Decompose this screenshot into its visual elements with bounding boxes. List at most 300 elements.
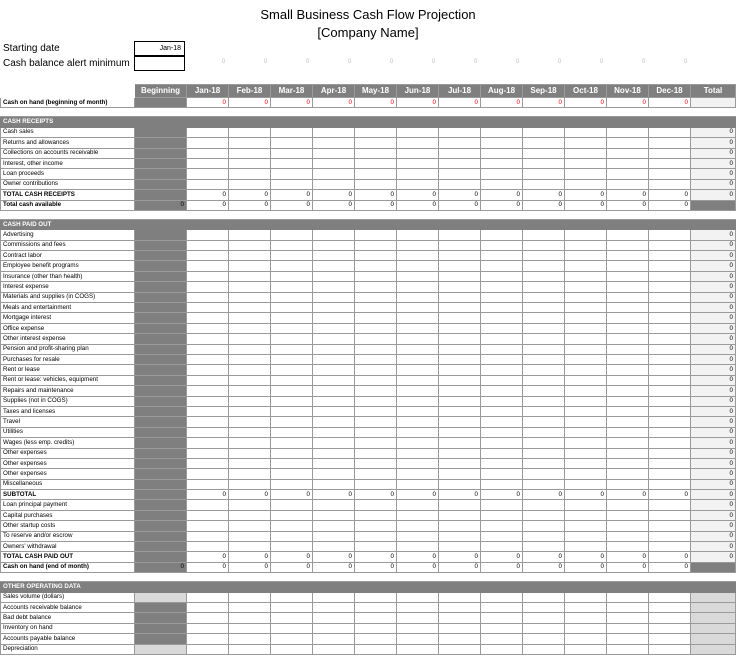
month-cell[interactable] <box>649 427 691 437</box>
month-cell[interactable]: 0 <box>439 190 481 200</box>
month-cell[interactable] <box>187 479 229 489</box>
month-cell[interactable] <box>607 354 649 364</box>
month-cell[interactable] <box>355 344 397 354</box>
month-cell[interactable]: 0 <box>355 562 397 572</box>
month-cell[interactable]: 0 <box>565 200 607 210</box>
month-cell[interactable] <box>355 365 397 375</box>
month-cell[interactable]: 0 <box>607 200 649 210</box>
month-cell[interactable] <box>229 271 271 281</box>
month-cell[interactable] <box>565 251 607 261</box>
month-cell[interactable] <box>481 510 523 520</box>
month-cell[interactable] <box>565 521 607 531</box>
month-cell[interactable]: 0 <box>481 562 523 572</box>
month-cell[interactable]: 0 <box>229 190 271 200</box>
month-cell[interactable] <box>649 613 691 623</box>
month-cell[interactable] <box>565 542 607 552</box>
month-cell[interactable] <box>481 292 523 302</box>
month-cell[interactable] <box>187 500 229 510</box>
month-cell[interactable] <box>481 138 523 148</box>
month-cell[interactable] <box>439 623 481 633</box>
month-cell[interactable] <box>271 292 313 302</box>
month-cell[interactable] <box>523 148 565 158</box>
month-cell[interactable] <box>397 334 439 344</box>
month-cell[interactable] <box>271 127 313 137</box>
month-cell[interactable] <box>439 158 481 168</box>
month-cell[interactable] <box>313 396 355 406</box>
month-cell[interactable] <box>649 230 691 240</box>
month-cell[interactable] <box>229 479 271 489</box>
beginning-cell[interactable] <box>135 531 187 541</box>
month-cell[interactable] <box>187 458 229 468</box>
month-cell[interactable] <box>649 158 691 168</box>
month-cell[interactable] <box>565 406 607 416</box>
month-cell[interactable] <box>481 323 523 333</box>
month-cell[interactable]: 0 <box>439 200 481 210</box>
month-cell[interactable] <box>271 240 313 250</box>
month-cell[interactable] <box>355 500 397 510</box>
month-cell[interactable] <box>229 313 271 323</box>
month-cell[interactable] <box>565 158 607 168</box>
month-cell[interactable] <box>607 469 649 479</box>
month-cell[interactable] <box>271 458 313 468</box>
month-cell[interactable] <box>229 292 271 302</box>
month-cell[interactable] <box>271 613 313 623</box>
beginning-cell[interactable] <box>135 406 187 416</box>
month-cell[interactable] <box>607 592 649 602</box>
month-cell[interactable] <box>649 623 691 633</box>
month-cell[interactable] <box>313 634 355 644</box>
beginning-cell[interactable] <box>135 542 187 552</box>
month-cell[interactable] <box>397 427 439 437</box>
month-cell[interactable] <box>397 354 439 364</box>
month-cell[interactable] <box>565 303 607 313</box>
month-cell[interactable] <box>355 469 397 479</box>
month-cell[interactable] <box>397 613 439 623</box>
month-cell[interactable] <box>481 365 523 375</box>
month-cell[interactable] <box>439 613 481 623</box>
month-cell[interactable] <box>481 158 523 168</box>
month-cell[interactable] <box>649 282 691 292</box>
month-cell[interactable] <box>187 386 229 396</box>
beginning-cell[interactable] <box>135 386 187 396</box>
month-cell[interactable] <box>565 634 607 644</box>
month-cell[interactable] <box>481 282 523 292</box>
month-cell[interactable] <box>607 438 649 448</box>
month-cell[interactable] <box>607 623 649 633</box>
beginning-cell[interactable] <box>135 138 187 148</box>
month-cell[interactable] <box>481 313 523 323</box>
month-cell[interactable] <box>481 469 523 479</box>
month-cell[interactable] <box>649 406 691 416</box>
month-cell[interactable] <box>607 271 649 281</box>
column-header[interactable]: Oct-18 <box>565 85 607 98</box>
month-cell[interactable] <box>439 127 481 137</box>
month-cell[interactable] <box>649 479 691 489</box>
month-cell[interactable] <box>397 602 439 612</box>
month-cell[interactable] <box>271 334 313 344</box>
month-cell[interactable] <box>187 375 229 385</box>
month-cell[interactable] <box>523 448 565 458</box>
column-header[interactable]: Sep-18 <box>523 85 565 98</box>
month-cell[interactable] <box>355 386 397 396</box>
beginning-cell[interactable] <box>135 500 187 510</box>
month-cell[interactable] <box>481 386 523 396</box>
month-cell[interactable] <box>565 613 607 623</box>
month-cell[interactable] <box>271 531 313 541</box>
month-cell[interactable] <box>481 602 523 612</box>
month-cell[interactable] <box>313 613 355 623</box>
month-cell[interactable] <box>313 365 355 375</box>
column-header[interactable]: Dec-18 <box>649 85 691 98</box>
month-cell[interactable] <box>271 354 313 364</box>
month-cell[interactable] <box>313 417 355 427</box>
month-cell[interactable] <box>607 542 649 552</box>
month-cell[interactable] <box>439 323 481 333</box>
month-cell[interactable] <box>355 613 397 623</box>
month-cell[interactable] <box>313 386 355 396</box>
month-cell[interactable] <box>271 365 313 375</box>
month-cell[interactable] <box>523 500 565 510</box>
month-cell[interactable] <box>355 644 397 654</box>
month-cell[interactable] <box>313 148 355 158</box>
month-cell[interactable] <box>439 479 481 489</box>
beginning-cell[interactable] <box>135 148 187 158</box>
month-cell[interactable] <box>355 303 397 313</box>
month-cell[interactable] <box>607 313 649 323</box>
month-cell[interactable] <box>649 417 691 427</box>
month-cell[interactable] <box>565 375 607 385</box>
month-cell[interactable] <box>565 334 607 344</box>
month-cell[interactable] <box>439 251 481 261</box>
month-cell[interactable] <box>271 500 313 510</box>
month-cell[interactable] <box>439 344 481 354</box>
month-cell[interactable] <box>229 531 271 541</box>
month-cell[interactable] <box>271 438 313 448</box>
month-cell[interactable] <box>187 261 229 271</box>
month-cell[interactable] <box>439 179 481 189</box>
month-cell[interactable] <box>607 323 649 333</box>
month-cell[interactable]: 0 <box>187 490 229 500</box>
beginning-cell[interactable] <box>135 344 187 354</box>
month-cell[interactable] <box>271 282 313 292</box>
beginning-cell[interactable] <box>135 323 187 333</box>
month-cell[interactable] <box>565 592 607 602</box>
month-cell[interactable]: 0 <box>271 200 313 210</box>
month-cell[interactable] <box>313 458 355 468</box>
month-cell[interactable] <box>271 602 313 612</box>
month-cell[interactable] <box>481 406 523 416</box>
month-cell[interactable] <box>229 386 271 396</box>
month-cell[interactable] <box>649 127 691 137</box>
month-cell[interactable] <box>607 613 649 623</box>
month-cell[interactable] <box>439 386 481 396</box>
month-cell[interactable] <box>649 354 691 364</box>
beginning-cell[interactable] <box>135 354 187 364</box>
month-cell[interactable] <box>481 240 523 250</box>
month-cell[interactable] <box>229 303 271 313</box>
month-cell[interactable] <box>271 634 313 644</box>
month-cell[interactable] <box>397 623 439 633</box>
month-cell[interactable] <box>649 292 691 302</box>
month-cell[interactable] <box>607 634 649 644</box>
month-cell[interactable] <box>523 623 565 633</box>
month-cell[interactable] <box>607 365 649 375</box>
month-cell[interactable] <box>607 427 649 437</box>
month-cell[interactable]: 0 <box>313 98 355 108</box>
month-cell[interactable] <box>355 313 397 323</box>
month-cell[interactable] <box>187 531 229 541</box>
month-cell[interactable] <box>649 521 691 531</box>
month-cell[interactable] <box>397 261 439 271</box>
month-cell[interactable] <box>229 158 271 168</box>
month-cell[interactable] <box>397 438 439 448</box>
column-header[interactable]: Apr-18 <box>313 85 355 98</box>
month-cell[interactable] <box>649 542 691 552</box>
month-cell[interactable] <box>397 138 439 148</box>
month-cell[interactable]: 0 <box>397 562 439 572</box>
month-cell[interactable] <box>439 230 481 240</box>
month-cell[interactable]: 0 <box>649 562 691 572</box>
month-cell[interactable] <box>187 542 229 552</box>
month-cell[interactable] <box>355 623 397 633</box>
month-cell[interactable] <box>355 334 397 344</box>
month-cell[interactable] <box>397 396 439 406</box>
month-cell[interactable] <box>649 531 691 541</box>
month-cell[interactable] <box>355 240 397 250</box>
month-cell[interactable] <box>355 148 397 158</box>
month-cell[interactable] <box>271 303 313 313</box>
month-cell[interactable] <box>607 644 649 654</box>
month-cell[interactable] <box>187 158 229 168</box>
month-cell[interactable] <box>439 438 481 448</box>
month-cell[interactable] <box>481 334 523 344</box>
month-cell[interactable] <box>565 148 607 158</box>
month-cell[interactable] <box>523 613 565 623</box>
month-cell[interactable] <box>355 375 397 385</box>
month-cell[interactable]: 0 <box>355 490 397 500</box>
month-cell[interactable] <box>439 542 481 552</box>
month-cell[interactable] <box>649 148 691 158</box>
month-cell[interactable] <box>607 375 649 385</box>
month-cell[interactable] <box>229 251 271 261</box>
month-cell[interactable] <box>523 602 565 612</box>
month-cell[interactable] <box>355 127 397 137</box>
beginning-cell[interactable] <box>135 282 187 292</box>
month-cell[interactable] <box>187 592 229 602</box>
month-cell[interactable] <box>355 458 397 468</box>
month-cell[interactable] <box>187 354 229 364</box>
month-cell[interactable] <box>397 479 439 489</box>
month-cell[interactable] <box>523 138 565 148</box>
month-cell[interactable] <box>607 292 649 302</box>
beginning-cell[interactable] <box>135 490 187 500</box>
month-cell[interactable] <box>523 158 565 168</box>
month-cell[interactable] <box>397 271 439 281</box>
month-cell[interactable] <box>355 251 397 261</box>
month-cell[interactable] <box>229 344 271 354</box>
month-cell[interactable] <box>439 448 481 458</box>
month-cell[interactable] <box>271 148 313 158</box>
month-cell[interactable] <box>523 438 565 448</box>
month-cell[interactable]: 0 <box>355 552 397 562</box>
month-cell[interactable] <box>439 365 481 375</box>
month-cell[interactable] <box>229 375 271 385</box>
column-header[interactable]: Mar-18 <box>271 85 313 98</box>
month-cell[interactable] <box>607 282 649 292</box>
month-cell[interactable] <box>565 623 607 633</box>
month-cell[interactable] <box>565 230 607 240</box>
month-cell[interactable] <box>523 303 565 313</box>
month-cell[interactable] <box>439 521 481 531</box>
month-cell[interactable] <box>523 417 565 427</box>
month-cell[interactable] <box>649 138 691 148</box>
month-cell[interactable] <box>397 634 439 644</box>
beginning-cell[interactable] <box>135 271 187 281</box>
month-cell[interactable] <box>565 127 607 137</box>
month-cell[interactable] <box>439 634 481 644</box>
month-cell[interactable] <box>271 417 313 427</box>
month-cell[interactable] <box>439 138 481 148</box>
month-cell[interactable]: 0 <box>313 552 355 562</box>
month-cell[interactable] <box>523 531 565 541</box>
month-cell[interactable] <box>481 303 523 313</box>
month-cell[interactable] <box>313 531 355 541</box>
month-cell[interactable] <box>481 148 523 158</box>
month-cell[interactable] <box>649 448 691 458</box>
month-cell[interactable] <box>481 500 523 510</box>
month-cell[interactable] <box>271 251 313 261</box>
beginning-cell[interactable] <box>135 438 187 448</box>
month-cell[interactable]: 0 <box>187 552 229 562</box>
month-cell[interactable] <box>229 417 271 427</box>
month-cell[interactable] <box>397 148 439 158</box>
month-cell[interactable] <box>607 521 649 531</box>
month-cell[interactable] <box>565 469 607 479</box>
month-cell[interactable] <box>439 531 481 541</box>
month-cell[interactable] <box>607 406 649 416</box>
month-cell[interactable] <box>271 469 313 479</box>
month-cell[interactable] <box>481 644 523 654</box>
beginning-cell[interactable] <box>135 303 187 313</box>
month-cell[interactable] <box>523 634 565 644</box>
month-cell[interactable] <box>397 169 439 179</box>
month-cell[interactable] <box>565 644 607 654</box>
month-cell[interactable] <box>313 469 355 479</box>
month-cell[interactable] <box>187 469 229 479</box>
month-cell[interactable] <box>229 148 271 158</box>
month-cell[interactable] <box>607 448 649 458</box>
month-cell[interactable] <box>187 313 229 323</box>
month-cell[interactable] <box>313 313 355 323</box>
beginning-cell[interactable] <box>135 127 187 137</box>
month-cell[interactable] <box>607 344 649 354</box>
month-cell[interactable]: 0 <box>187 562 229 572</box>
month-cell[interactable] <box>565 313 607 323</box>
month-cell[interactable] <box>523 313 565 323</box>
month-cell[interactable] <box>355 354 397 364</box>
month-cell[interactable] <box>313 375 355 385</box>
month-cell[interactable]: 0 <box>481 200 523 210</box>
month-cell[interactable] <box>271 158 313 168</box>
month-cell[interactable] <box>397 127 439 137</box>
beginning-cell[interactable] <box>135 365 187 375</box>
month-cell[interactable] <box>229 427 271 437</box>
month-cell[interactable] <box>649 261 691 271</box>
month-cell[interactable] <box>187 406 229 416</box>
month-cell[interactable] <box>565 261 607 271</box>
month-cell[interactable] <box>565 448 607 458</box>
month-cell[interactable] <box>439 396 481 406</box>
month-cell[interactable] <box>229 458 271 468</box>
month-cell[interactable] <box>565 354 607 364</box>
month-cell[interactable] <box>481 354 523 364</box>
beginning-cell[interactable]: 0 <box>135 200 187 210</box>
month-cell[interactable] <box>523 230 565 240</box>
column-header[interactable]: Aug-18 <box>481 85 523 98</box>
month-cell[interactable] <box>355 592 397 602</box>
month-cell[interactable]: 0 <box>565 98 607 108</box>
month-cell[interactable] <box>355 271 397 281</box>
month-cell[interactable] <box>313 479 355 489</box>
month-cell[interactable] <box>397 448 439 458</box>
month-cell[interactable] <box>397 469 439 479</box>
month-cell[interactable] <box>607 417 649 427</box>
month-cell[interactable] <box>313 138 355 148</box>
month-cell[interactable] <box>523 251 565 261</box>
month-cell[interactable] <box>649 179 691 189</box>
month-cell[interactable] <box>187 251 229 261</box>
month-cell[interactable] <box>271 479 313 489</box>
month-cell[interactable] <box>355 292 397 302</box>
month-cell[interactable]: 0 <box>649 552 691 562</box>
month-cell[interactable] <box>523 592 565 602</box>
month-cell[interactable] <box>607 458 649 468</box>
month-cell[interactable]: 0 <box>187 98 229 108</box>
beginning-cell[interactable] <box>135 251 187 261</box>
month-cell[interactable]: 0 <box>607 552 649 562</box>
month-cell[interactable] <box>649 303 691 313</box>
month-cell[interactable] <box>607 334 649 344</box>
month-cell[interactable] <box>313 623 355 633</box>
month-cell[interactable] <box>649 469 691 479</box>
month-cell[interactable] <box>229 644 271 654</box>
month-cell[interactable] <box>271 521 313 531</box>
month-cell[interactable]: 0 <box>271 98 313 108</box>
month-cell[interactable] <box>481 479 523 489</box>
month-cell[interactable] <box>187 292 229 302</box>
month-cell[interactable] <box>565 417 607 427</box>
month-cell[interactable] <box>313 251 355 261</box>
month-cell[interactable]: 0 <box>187 200 229 210</box>
month-cell[interactable] <box>313 323 355 333</box>
month-cell[interactable] <box>481 344 523 354</box>
month-cell[interactable] <box>313 271 355 281</box>
month-cell[interactable] <box>481 592 523 602</box>
beginning-cell[interactable] <box>135 644 187 654</box>
month-cell[interactable] <box>565 438 607 448</box>
month-cell[interactable] <box>649 313 691 323</box>
month-cell[interactable]: 0 <box>355 98 397 108</box>
column-header[interactable]: May-18 <box>355 85 397 98</box>
month-cell[interactable] <box>565 365 607 375</box>
month-cell[interactable] <box>481 230 523 240</box>
beginning-cell[interactable] <box>135 602 187 612</box>
month-cell[interactable] <box>313 354 355 364</box>
month-cell[interactable] <box>229 334 271 344</box>
month-cell[interactable]: 0 <box>439 552 481 562</box>
month-cell[interactable] <box>481 375 523 385</box>
month-cell[interactable] <box>523 375 565 385</box>
